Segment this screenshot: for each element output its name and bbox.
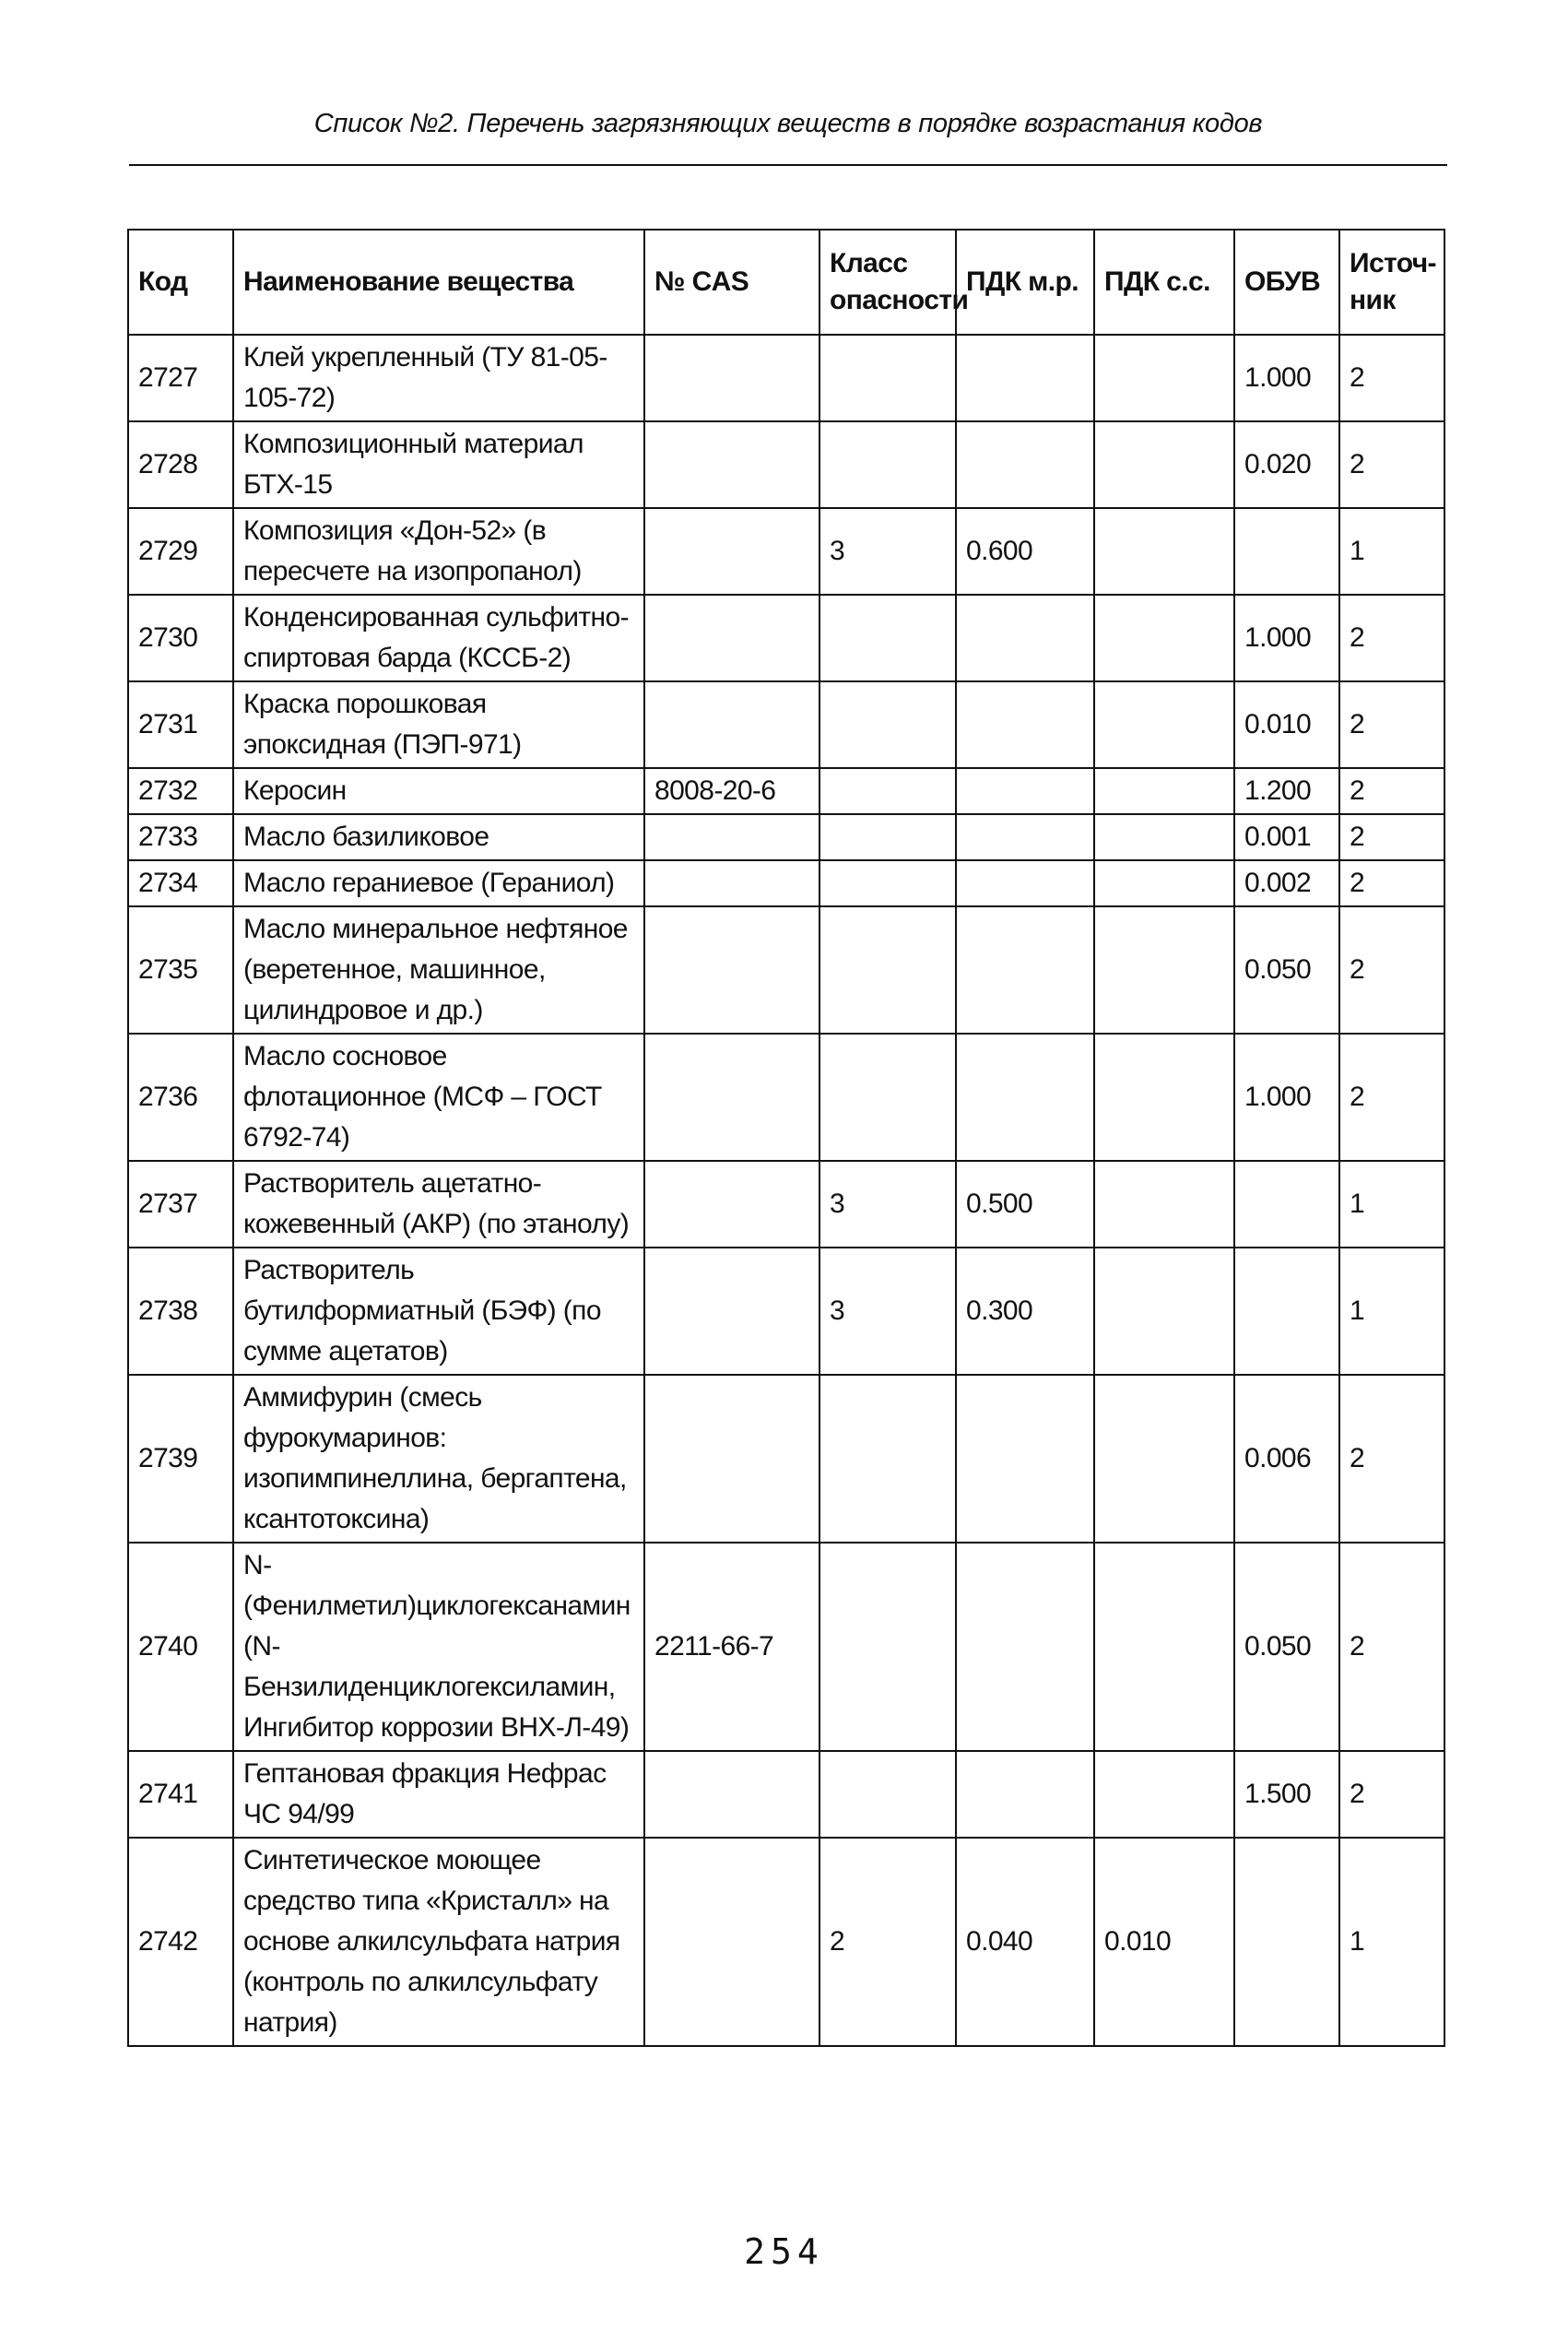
hazard-class-cell: 2 <box>819 1838 956 2046</box>
cas-cell <box>644 1375 819 1543</box>
table-body <box>128 335 1444 2046</box>
table-row <box>128 681 1444 768</box>
table-row <box>128 595 1444 681</box>
pdk-ss-cell <box>1094 1543 1234 1751</box>
pdk-ss-cell <box>1094 421 1234 508</box>
pdk-ss-cell <box>1094 681 1234 768</box>
source-cell: 2 <box>1339 1543 1444 1751</box>
source-cell: 2 <box>1339 595 1444 681</box>
table-header-row <box>128 230 1444 335</box>
header-rule <box>129 164 1447 166</box>
hazard-class-cell <box>819 768 956 814</box>
pdk-mr-cell <box>956 814 1094 860</box>
source-cell: 1 <box>1339 1248 1444 1375</box>
cas-cell: 8008-20-6 <box>644 768 819 814</box>
pdk-ss-cell <box>1094 1375 1234 1543</box>
obuv-cell: 1.000 <box>1234 335 1339 421</box>
pdk-mr-cell <box>956 681 1094 768</box>
code-cell: 2739 <box>128 1375 233 1543</box>
pdk-mr-cell <box>956 1751 1094 1838</box>
hazard-class-cell: 3 <box>819 508 956 595</box>
name-cell: Композиция «Дон-52» (в пересчете на изопропанол) <box>233 508 644 595</box>
table-row <box>128 421 1444 508</box>
name-cell: Масло сосновое флотационное (МСФ – ГОСТ 6792-74) <box>233 1034 644 1161</box>
column-header-source: Источ-ник <box>1339 230 1444 335</box>
hazard-class-cell <box>819 335 956 421</box>
table-row <box>128 768 1444 814</box>
pdk-ss-cell <box>1094 1248 1234 1375</box>
obuv-cell: 0.010 <box>1234 681 1339 768</box>
pdk-mr-cell <box>956 906 1094 1034</box>
substances-table <box>127 229 1445 2047</box>
obuv-cell: 0.050 <box>1234 906 1339 1034</box>
obuv-cell: 0.020 <box>1234 421 1339 508</box>
obuv-cell: 1.000 <box>1234 1034 1339 1161</box>
pdk-ss-cell <box>1094 508 1234 595</box>
cas-cell <box>644 1034 819 1161</box>
name-cell: Растворитель бутилформиатный (БЭФ) (по сумме ацетатов) <box>233 1248 644 1375</box>
obuv-cell: 1.200 <box>1234 768 1339 814</box>
name-cell: Масло базиликовое <box>233 814 644 860</box>
code-cell: 2732 <box>128 768 233 814</box>
column-header-hazard-class: Класс опасности <box>819 230 956 335</box>
table-row <box>128 1375 1444 1543</box>
cas-cell: 2211-66-7 <box>644 1543 819 1751</box>
code-cell: 2730 <box>128 595 233 681</box>
source-cell: 2 <box>1339 421 1444 508</box>
obuv-cell: 0.002 <box>1234 860 1339 906</box>
pdk-mr-cell <box>956 1034 1094 1161</box>
table-row <box>128 1543 1444 1751</box>
cas-cell <box>644 860 819 906</box>
pdk-mr-cell: 0.500 <box>956 1161 1094 1248</box>
hazard-class-cell <box>819 421 956 508</box>
hazard-class-cell <box>819 595 956 681</box>
source-cell: 2 <box>1339 906 1444 1034</box>
source-cell: 1 <box>1339 1161 1444 1248</box>
code-cell: 2736 <box>128 1034 233 1161</box>
hazard-class-cell <box>819 1375 956 1543</box>
column-header-pdk-mr: ПДК м.р. <box>956 230 1094 335</box>
pdk-ss-cell <box>1094 768 1234 814</box>
source-cell: 2 <box>1339 860 1444 906</box>
name-cell: Конденсированная сульфитно-спиртовая барда (КССБ-2) <box>233 595 644 681</box>
page-number: 254 <box>744 2231 824 2272</box>
table-row <box>128 860 1444 906</box>
pdk-mr-cell <box>956 1543 1094 1751</box>
pdk-ss-cell <box>1094 860 1234 906</box>
hazard-class-cell <box>819 1034 956 1161</box>
obuv-cell <box>1234 1248 1339 1375</box>
pdk-mr-cell: 0.300 <box>956 1248 1094 1375</box>
table-row <box>128 1751 1444 1838</box>
hazard-class-cell <box>819 1543 956 1751</box>
name-cell: N-(Фенилметил)циклогексанамин (N-Бензилиденциклогексиламин, Ингибитор коррозии ВНХ-Л-49) <box>233 1543 644 1751</box>
cas-cell <box>644 906 819 1034</box>
cas-cell <box>644 1751 819 1838</box>
code-cell: 2733 <box>128 814 233 860</box>
name-cell: Гептановая фракция Нефрас ЧС 94/99 <box>233 1751 644 1838</box>
obuv-cell: 0.050 <box>1234 1543 1339 1751</box>
hazard-class-cell: 3 <box>819 1248 956 1375</box>
code-cell: 2729 <box>128 508 233 595</box>
column-header-name: Наименование вещества <box>233 230 644 335</box>
table-row <box>128 1248 1444 1375</box>
code-cell: 2731 <box>128 681 233 768</box>
pdk-mr-cell: 0.040 <box>956 1838 1094 2046</box>
obuv-cell <box>1234 1838 1339 2046</box>
source-cell: 1 <box>1339 508 1444 595</box>
cas-cell <box>644 335 819 421</box>
table-row <box>128 1838 1444 2046</box>
source-cell: 2 <box>1339 768 1444 814</box>
name-cell: Керосин <box>233 768 644 814</box>
table-row <box>128 335 1444 421</box>
cas-cell <box>644 814 819 860</box>
obuv-cell <box>1234 1161 1339 1248</box>
running-header: Список №2. Перечень загрязняющих веществ в порядке возрастания кодов <box>313 109 1263 138</box>
obuv-cell <box>1234 508 1339 595</box>
column-header-pdk-ss: ПДК с.с. <box>1094 230 1234 335</box>
pdk-mr-cell <box>956 335 1094 421</box>
code-cell: 2728 <box>128 421 233 508</box>
name-cell: Аммифурин (смесь фурокумаринов: изопимпинеллина, бергаптена, ксантотоксина) <box>233 1375 644 1543</box>
table-row <box>128 1161 1444 1248</box>
cas-cell <box>644 1248 819 1375</box>
hazard-class-cell <box>819 681 956 768</box>
code-cell: 2740 <box>128 1543 233 1751</box>
pdk-ss-cell <box>1094 1161 1234 1248</box>
cas-cell <box>644 508 819 595</box>
source-cell: 1 <box>1339 1838 1444 2046</box>
cas-cell <box>644 421 819 508</box>
name-cell: Масло гераниевое (Гераниол) <box>233 860 644 906</box>
source-cell: 2 <box>1339 814 1444 860</box>
column-header-cas: № CAS <box>644 230 819 335</box>
cas-cell <box>644 681 819 768</box>
pdk-mr-cell: 0.600 <box>956 508 1094 595</box>
column-header-obuv: ОБУВ <box>1234 230 1339 335</box>
table-row <box>128 814 1444 860</box>
name-cell: Масло минеральное нефтяное (веретенное, машинное, цилиндровое и др.) <box>233 906 644 1034</box>
hazard-class-cell <box>819 860 956 906</box>
code-cell: 2735 <box>128 906 233 1034</box>
pdk-ss-cell <box>1094 814 1234 860</box>
column-header-code: Код <box>128 230 233 335</box>
code-cell: 2741 <box>128 1751 233 1838</box>
hazard-class-cell <box>819 1751 956 1838</box>
pdk-mr-cell <box>956 595 1094 681</box>
cas-cell <box>644 595 819 681</box>
table-row <box>128 906 1444 1034</box>
pdk-ss-cell <box>1094 1034 1234 1161</box>
cas-cell <box>644 1161 819 1248</box>
name-cell: Клей укрепленный (ТУ 81-05-105-72) <box>233 335 644 421</box>
obuv-cell: 0.006 <box>1234 1375 1339 1543</box>
pdk-mr-cell <box>956 1375 1094 1543</box>
obuv-cell: 1.000 <box>1234 595 1339 681</box>
code-cell: 2742 <box>128 1838 233 2046</box>
obuv-cell: 1.500 <box>1234 1751 1339 1838</box>
pdk-ss-cell <box>1094 906 1234 1034</box>
name-cell: Синтетическое моющее средство типа «Кристалл» на основе алкилсульфата натрия (контроль по алкилсульфату натрия) <box>233 1838 644 2046</box>
pdk-ss-cell <box>1094 335 1234 421</box>
name-cell: Композиционный материал БТХ-15 <box>233 421 644 508</box>
pdk-mr-cell <box>956 768 1094 814</box>
table-row <box>128 1034 1444 1161</box>
code-cell: 2737 <box>128 1161 233 1248</box>
name-cell: Растворитель ацетатно-кожевенный (АКР) (по этанолу) <box>233 1161 644 1248</box>
pdk-mr-cell <box>956 421 1094 508</box>
source-cell: 2 <box>1339 1034 1444 1161</box>
cas-cell <box>644 1838 819 2046</box>
pdk-ss-cell <box>1094 595 1234 681</box>
pdk-ss-cell: 0.010 <box>1094 1838 1234 2046</box>
hazard-class-cell: 3 <box>819 1161 956 1248</box>
code-cell: 2734 <box>128 860 233 906</box>
source-cell: 2 <box>1339 681 1444 768</box>
table-row <box>128 508 1444 595</box>
pdk-ss-cell <box>1094 1751 1234 1838</box>
source-cell: 2 <box>1339 1375 1444 1543</box>
hazard-class-cell <box>819 906 956 1034</box>
source-cell: 2 <box>1339 1751 1444 1838</box>
code-cell: 2727 <box>128 335 233 421</box>
code-cell: 2738 <box>128 1248 233 1375</box>
pdk-mr-cell <box>956 860 1094 906</box>
name-cell: Краска порошковая эпоксидная (ПЭП-971) <box>233 681 644 768</box>
obuv-cell: 0.001 <box>1234 814 1339 860</box>
source-cell: 2 <box>1339 335 1444 421</box>
hazard-class-cell <box>819 814 956 860</box>
